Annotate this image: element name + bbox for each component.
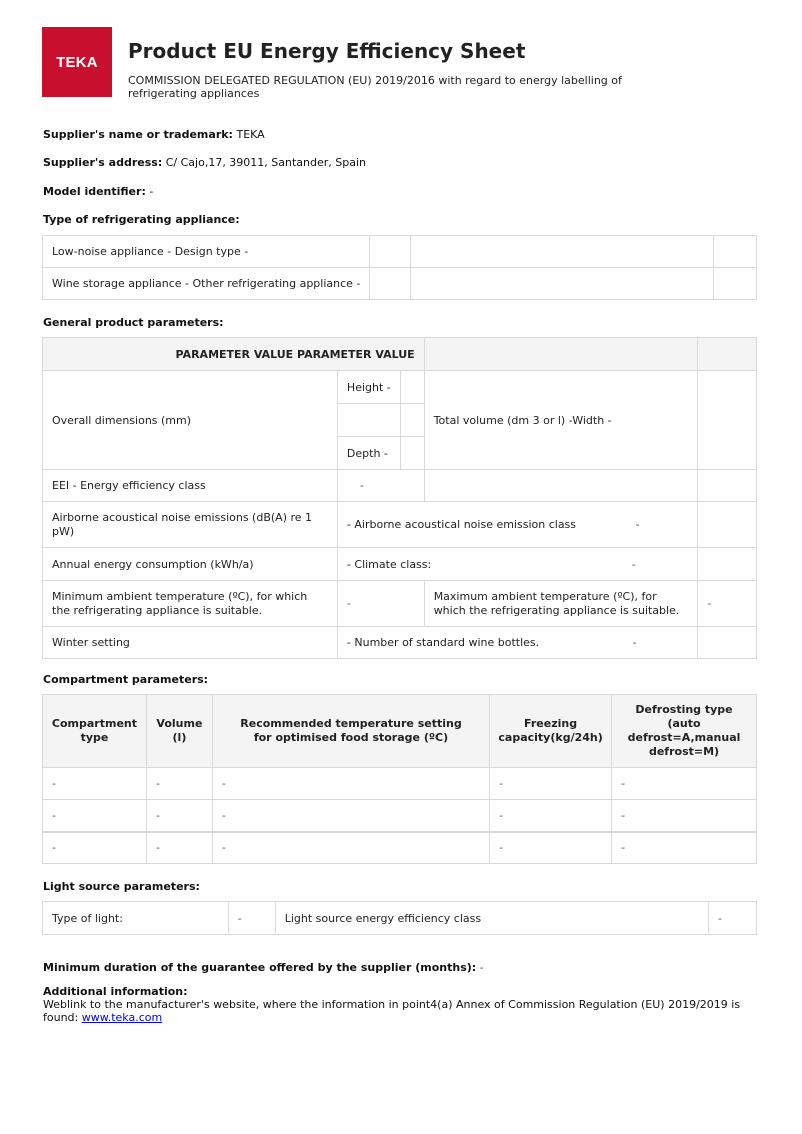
light-source-heading-text: Light source parameters: xyxy=(43,880,200,893)
table-row xyxy=(43,502,757,548)
guarantee-line xyxy=(43,961,484,974)
empty-cell xyxy=(424,470,698,502)
volume-cell: - xyxy=(146,768,212,800)
empty-cell xyxy=(400,371,424,404)
supplier-name-value: TEKA xyxy=(236,128,265,141)
model-identifier xyxy=(43,185,153,198)
general-parameters-heading xyxy=(43,316,224,329)
depth-value: Depth - xyxy=(337,437,400,470)
teka-logo xyxy=(42,27,112,97)
empty-cell xyxy=(698,548,757,581)
noise-class-label xyxy=(337,502,697,548)
light-source-heading xyxy=(43,880,200,893)
supplier-address-value: C/ Cajo,17, 39011, Santander, Spain xyxy=(165,156,367,169)
empty-cell xyxy=(400,437,424,470)
empty-cell xyxy=(698,502,757,548)
empty-cell xyxy=(411,236,714,268)
height-value: Height - xyxy=(337,371,400,404)
max-temp-value: - xyxy=(698,581,757,627)
winter-setting-value: - Number of standard wine bottles. xyxy=(346,636,540,649)
climate-class-cell xyxy=(337,548,697,581)
logo-text: TEKA xyxy=(56,53,98,71)
table-row xyxy=(43,236,757,268)
compartment-type-cell: - xyxy=(43,768,147,800)
empty-cell xyxy=(698,470,757,502)
supplier-address xyxy=(43,156,366,169)
table-row xyxy=(43,800,757,832)
model-identifier-label: Model identifier: xyxy=(43,185,146,198)
climate-class-value: - xyxy=(631,557,636,571)
noise-value: - Airborne acoustical noise emission class xyxy=(346,518,577,531)
defrosting-type-cell: - xyxy=(612,832,757,864)
column-header-compartment-type: Compartment type xyxy=(43,695,147,768)
column-header-volume: Volume (l) xyxy=(146,695,212,768)
freezing-capacity-cell: - xyxy=(490,800,612,832)
light-class-value: - xyxy=(709,902,757,935)
table-row xyxy=(43,832,757,864)
empty-cell xyxy=(698,371,757,470)
supplier-name xyxy=(43,128,265,141)
column-header-freezing-capacity: Freezing capacity(kg/24h) xyxy=(490,695,612,768)
supplier-name-label: Supplier's name or trademark: xyxy=(43,128,233,141)
volume-cell: - xyxy=(146,800,212,832)
empty-cell xyxy=(370,268,411,300)
eei-value: - xyxy=(337,470,424,502)
total-volume-label: Total volume (dm 3 or l) -Width - xyxy=(424,371,698,470)
empty-cell xyxy=(714,268,757,300)
teka-website-link[interactable]: www.teka.com xyxy=(81,1011,163,1024)
additional-information-text: Weblink to the manufacturer's website, where the information in point4(a) Annex of Commission Regulation (EU) 2019/2019 is found: xyxy=(43,998,741,1024)
light-class-label: Light source energy efficiency class xyxy=(275,902,708,935)
empty-cell xyxy=(698,627,757,659)
noise-class-value: - xyxy=(635,518,640,531)
general-parameters-table xyxy=(42,337,757,659)
additional-information xyxy=(43,985,763,1024)
table-row xyxy=(43,371,757,404)
table-row xyxy=(43,627,757,659)
empty-cell xyxy=(400,404,424,437)
winter-setting-label: Winter setting xyxy=(43,627,338,659)
parameter-value-header: PARAMETER VALUE PARAMETER VALUE xyxy=(43,338,425,371)
volume-cell: - xyxy=(146,832,212,864)
freezing-capacity-cell: - xyxy=(490,832,612,864)
noise-emissions-label: Airborne acoustical noise emissions (dB(A) re 1 pW) xyxy=(43,502,338,548)
table-row xyxy=(43,768,757,800)
temperature-cell: - xyxy=(212,800,489,832)
table-header-row xyxy=(43,695,757,768)
appliance-type-table xyxy=(42,235,757,300)
empty-cell xyxy=(370,236,411,268)
annual-energy-label: Annual energy consumption (kWh/a) xyxy=(43,548,338,581)
empty-header xyxy=(698,338,757,371)
wine-bottles-cell xyxy=(337,627,697,659)
defrosting-type-cell: - xyxy=(612,800,757,832)
compartment-parameters-heading-text: Compartment parameters: xyxy=(43,673,209,686)
appliance-type-heading-text: Type of refrigerating appliance: xyxy=(43,213,240,226)
column-header-recommended-temperature: Recommended temperature setting for optimised food storage (ºC) xyxy=(212,695,489,768)
table-header-row xyxy=(43,338,757,371)
page-subtitle: COMMISSION DELEGATED REGULATION (EU) 2019/2016 with regard to energy labelling of refrigerating appliances xyxy=(128,74,622,100)
model-identifier-value: - xyxy=(149,185,154,198)
light-type-value: - xyxy=(228,902,275,935)
light-source-table xyxy=(42,901,757,935)
guarantee-value: - xyxy=(479,961,484,974)
supplier-address-label: Supplier's address: xyxy=(43,156,163,169)
appliance-type-heading xyxy=(43,213,240,226)
max-temp-label: Maximum ambient temperature (ºC), for which the refrigerating appliance is suitable. xyxy=(424,581,698,627)
empty-header xyxy=(424,338,698,371)
table-row xyxy=(43,581,757,627)
defrosting-type-cell: - xyxy=(612,768,757,800)
empty-cell xyxy=(714,236,757,268)
overall-dimensions-label: Overall dimensions (mm) xyxy=(43,371,338,470)
temperature-cell: - xyxy=(212,768,489,800)
compartment-type-cell: - xyxy=(43,800,147,832)
width-value xyxy=(337,404,400,437)
wine-bottles-value: - xyxy=(632,636,637,649)
table-row xyxy=(43,268,757,300)
page-title: Product EU Energy Efficiency Sheet xyxy=(128,39,526,63)
appliance-type-cell: Low-noise appliance - Design type - xyxy=(43,236,370,268)
guarantee-label: Minimum duration of the guarantee offered by the supplier (months): xyxy=(43,961,477,974)
page-header xyxy=(42,27,762,99)
additional-information-heading: Additional information: xyxy=(43,985,188,998)
table-row xyxy=(43,902,757,935)
freezing-capacity-cell: - xyxy=(490,768,612,800)
min-temp-value: - xyxy=(337,581,424,627)
compartment-parameters-table xyxy=(42,694,757,864)
light-type-label: Type of light: xyxy=(43,902,229,935)
compartment-type-cell: - xyxy=(43,832,147,864)
table-row xyxy=(43,470,757,502)
general-parameters-heading-text: General product parameters: xyxy=(43,316,224,329)
empty-cell xyxy=(411,268,714,300)
annual-energy-value: - Climate class: xyxy=(346,557,432,571)
column-header-defrosting-type: Defrosting type (auto defrost=A,manual defrost=M) xyxy=(612,695,757,768)
compartment-parameters-heading xyxy=(43,673,208,686)
table-row xyxy=(43,548,757,581)
temperature-cell: - xyxy=(212,832,489,864)
appliance-type-cell: Wine storage appliance - Other refrigerating appliance - xyxy=(43,268,370,300)
eei-label: EEI - Energy efficiency class xyxy=(43,470,338,502)
min-temp-label: Minimum ambient temperature (ºC), for which the refrigerating appliance is suitable. xyxy=(43,581,338,627)
